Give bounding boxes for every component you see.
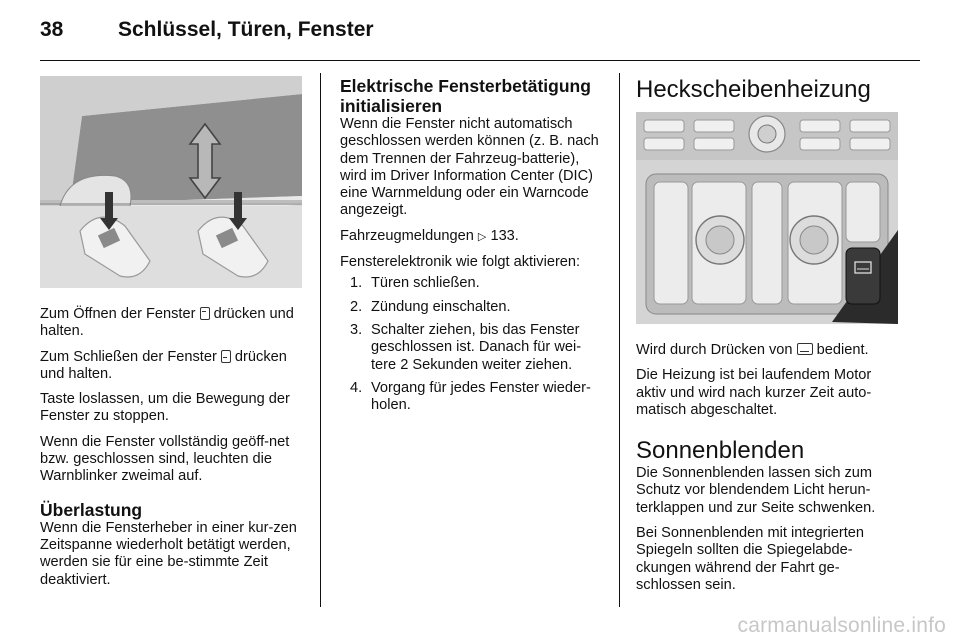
paragraph-heating-active: Die Heizung ist bei laufendem Motor aktiv und wird nach kurzer Zeit auto-matisch abgeschaltet. [636, 367, 872, 418]
heading-initialize: Elektrische Fensterbetätigung initialisieren [340, 76, 591, 116]
window-down-icon [221, 350, 231, 363]
column-divider-1 [320, 73, 321, 607]
heading-sun-visors: Sonnenblenden [636, 437, 805, 465]
paragraph-vehicle-messages: Fahrzeugmeldungen ▷ 133. [340, 227, 519, 244]
heading-overload: Überlastung [40, 499, 143, 520]
header-rule [40, 60, 920, 61]
paragraph-dic: Wenn die Fenster nicht automatisch geschlossen werden können (z. B. nach dem Trennen der Fahrzeug-batterie), wird im Driver Information Center (DIC) eine Warnmeldung oder ein Warncode angezeigt. [340, 116, 599, 219]
heading-rear-heating: Heckscheibenheizung [636, 76, 871, 103]
power-window-illustration [40, 76, 302, 288]
paragraph-press: Wird durch Drücken von bedient. [636, 342, 869, 358]
steps-list [340, 275, 604, 414]
page-title: Schlüssel, Türen, Fenster [118, 18, 374, 41]
list-item: 3. Schalter ziehen, bis das Fenster geschlossen ist. Danach für wei-tere 2 Sekunden weiter ziehen. [350, 321, 582, 373]
paragraph-sun-visors: Die Sonnenblenden lassen sich zum Schutz vor blendendem Licht herun-terklappen und zur Seite schwenken. [636, 465, 876, 516]
paragraph-activate: Fensterelektronik wie folgt aktivieren: [340, 254, 581, 271]
window-switch-drawing [40, 76, 302, 288]
window-up-icon [200, 307, 210, 320]
paragraph-overload: Wenn die Fensterheber in einer kur-zen Zeitspanne wiederholt betätigt werden, werden sie für eine be-stimmte Zeit deaktiviert. [40, 519, 297, 588]
column-3 [636, 76, 902, 602]
column-1 [40, 76, 304, 597]
list-item: 1. Türen schließen. [350, 275, 480, 292]
list-item: 4. Vorgang für jedes Fenster wieder-holen. [350, 379, 591, 414]
arrow-reference-icon: ▷ [477, 230, 487, 243]
paragraph-release: Taste loslassen, um die Bewegung der Fenster zu stoppen. [40, 391, 290, 425]
list-item: 2. Zündung einschalten. [350, 298, 511, 315]
paragraph-mirrors: Bei Sonnenblenden mit integrierten Spiegeln sollten die Spiegelabde-ckungen während der Fahrt ge-schlossen sein. [636, 525, 864, 593]
paragraph-close: Zum Schließen der Fenster drücken und halten. [40, 348, 287, 382]
climate-panel-illustration [636, 112, 898, 324]
climate-control-drawing [636, 112, 898, 324]
paragraph-hazard: Wenn die Fenster vollständig geöff-net bzw. geschlossen sind, leuchten die Warnblinker zweimal auf. [40, 433, 290, 485]
rear-window-heating-icon [797, 343, 813, 355]
paragraph-open: Zum Öffnen der Fenster drücken und halten. [40, 306, 294, 340]
watermark: carmanualsonline.info [737, 614, 946, 637]
column-2 [340, 76, 604, 422]
page-number: 38 [40, 18, 64, 41]
column-divider-2 [619, 73, 620, 607]
